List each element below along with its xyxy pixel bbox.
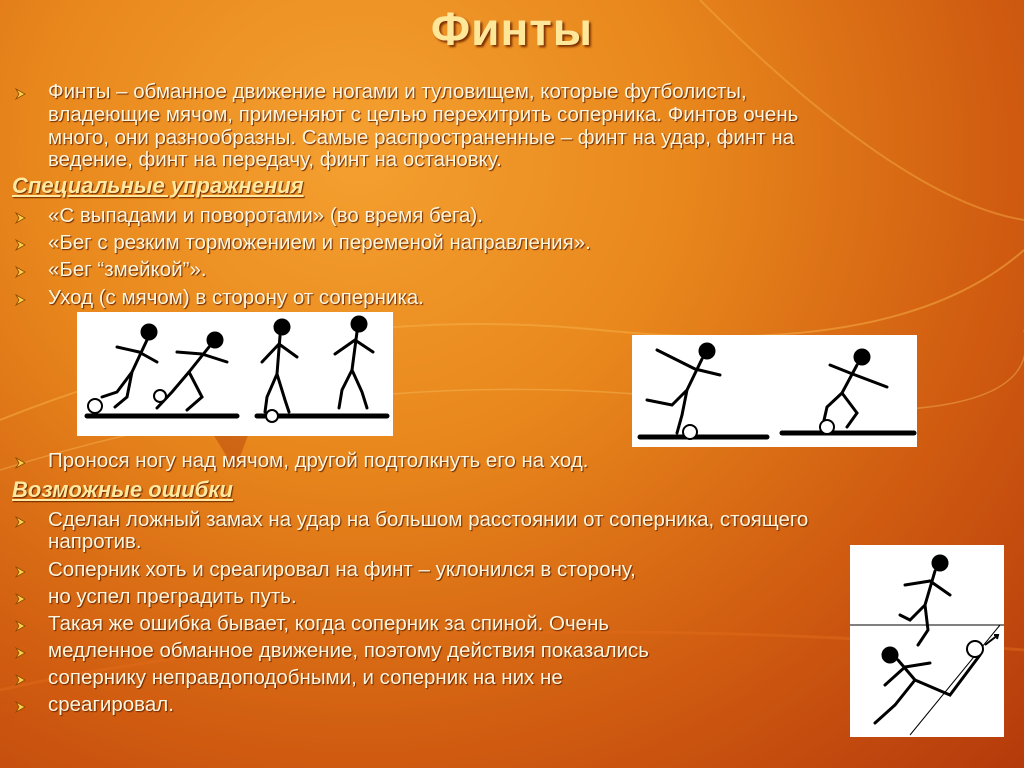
slide-title: Финты	[430, 3, 594, 55]
bullet-icon	[14, 212, 26, 224]
exercise-item-2: «Бег с резким торможением и переменой направления».	[48, 231, 591, 254]
bullet-icon	[14, 88, 26, 100]
intro-line-1: Финты – обманное движение ногами и туловищем, которые футболисты,	[48, 80, 747, 103]
bullet-icon	[14, 674, 26, 686]
bullet-icon	[14, 620, 26, 632]
error-item-4: Такая же ошибка бывает, когда соперник за спиной. Очень	[48, 612, 610, 635]
bullet-icon	[14, 294, 26, 306]
bullet-icon	[14, 266, 26, 278]
exercise-item-4: Уход (с мячом) в сторону от соперника.	[48, 286, 424, 309]
bullet-icon	[14, 516, 26, 528]
error-item-2: Соперник хоть и среагировал на финт – уклонился в сторону,	[48, 558, 636, 581]
bullet-icon	[14, 593, 26, 605]
feint-sequence-illustration-2	[632, 335, 917, 447]
section-heading-errors: Возможные ошибки	[12, 477, 233, 502]
bullet-icon	[14, 457, 26, 469]
technique-note: Пронося ногу над мячом, другой подтолкнуть его на ход.	[48, 449, 589, 472]
intro-line-3: много, они разнообразны. Самые распространенные – финт на удар, финт на	[48, 126, 795, 149]
exercise-item-1: «С выпадами и поворотами» (во время бега).	[48, 204, 483, 227]
bullet-icon	[14, 239, 26, 251]
error-item-1-line-1: Сделан ложный замах на удар на большом расстоянии от соперника, стоящего	[48, 508, 809, 531]
error-item-1-line-2: напротив.	[48, 530, 142, 553]
bullet-icon	[14, 647, 26, 659]
error-item-5: медленное обманное движение, поэтому действия показались	[48, 639, 649, 662]
feint-error-illustration	[850, 545, 1004, 737]
error-item-6: сопернику неправдоподобными, и соперник на них не	[48, 666, 563, 689]
error-item-7: среагировал.	[48, 693, 174, 716]
intro-line-2: владеющие мячом, применяют с целью перехитрить соперника. Финтов очень	[48, 103, 799, 126]
intro-line-4: ведение, финт на передачу, финт на остановку.	[48, 148, 502, 171]
exercise-item-3: «Бег “змейкой”».	[48, 258, 207, 281]
feint-sequence-illustration-1	[77, 312, 393, 436]
bullet-icon	[14, 566, 26, 578]
error-item-3: но успел преградить путь.	[48, 585, 297, 608]
section-heading-exercises: Специальные упражнения	[12, 173, 304, 198]
bullet-icon	[14, 701, 26, 713]
